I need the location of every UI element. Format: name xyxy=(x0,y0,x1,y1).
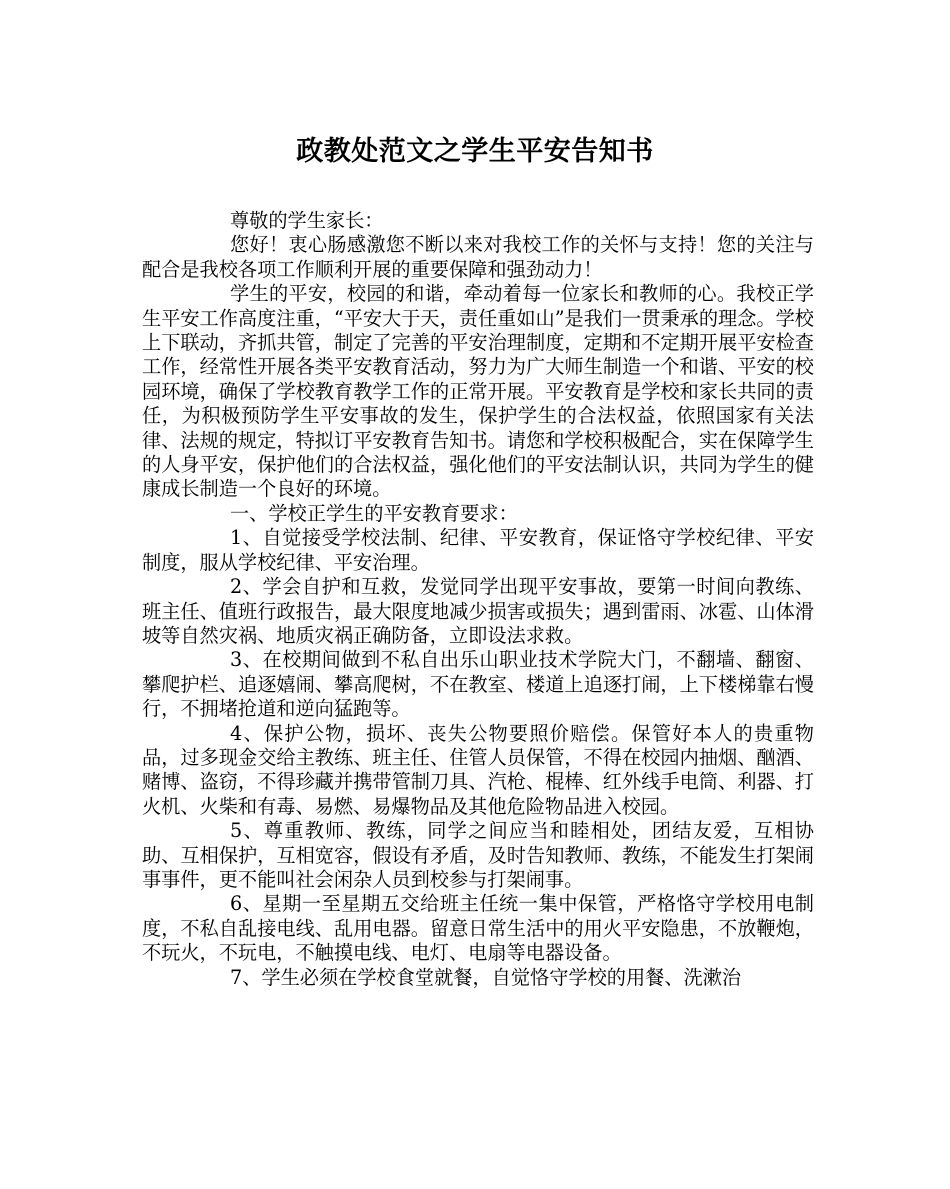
salutation-paragraph: 尊敬的学生家长： xyxy=(230,209,384,232)
document-body xyxy=(142,209,814,990)
section-heading: 一、学校正学生的平安教育要求： xyxy=(230,501,518,525)
greeting-paragraph: 您好！衷心肠感激您不断以来对我校工作的关怀与支持！您的关注与配合是我校各项工作顺利开展的重要保障和强劲动力！ xyxy=(142,233,814,281)
intro-paragraph: 学生的平安，校园的和谐，牵动着每一位家长和教师的心。我校正学生平安工作高度注重，“平安大于天，责任重如山”是我们一贯秉承的理念。学校上下联动，齐抓共管，制定了完善的平安治理制度，定期和不定期开展平安检查工作，经常性开展各类平安教育活动，努力为广大师生制造一个和谐、平安的校园环境，确保了学校教育教学工作的正常开展。平安教育是学校和家长共同的责任，为积极预防学生平安事故的发生，保护学生的合法权益，依照国家有关法律、法规的规定，特拟订平安教育告知书。请您和学校积极配合，实在保障学生的人身平安，保护他们的合法权益，强化他们的平安法制认识，共同为学生的健康成长制造一个良好的环境。 xyxy=(142,282,814,501)
rule-item-7: 7、学生必须在学校食堂就餐，自觉恪守学校的用餐、洗漱治 xyxy=(230,965,742,989)
rule-item-1: 1、自觉接受学校法制、纪律、平安教育，保证恪守学校纪律、平安制度，服从学校纪律、平安治理。 xyxy=(142,526,814,574)
rule-item-6: 6、星期一至星期五交给班主任统一集中保管，严格恪守学校用电制度，不私自乱接电线、乱用电器。留意日常生活中的用火平安隐患，不放鞭炮，不玩火，不玩电，不触摸电线、电灯、电扇等电器设备。 xyxy=(142,892,814,965)
rule-item-3: 3、在校期间做到不私自出乐山职业技术学院大门，不翻墙、翻窗、攀爬护栏、追逐嬉闹、攀高爬树，不在教室、楼道上追逐打闹，上下楼梯靠右慢行，不拥堵抢道和逆向猛跑等。 xyxy=(142,648,814,721)
rule-item-2: 2、学会自护和互救，发觉同学出现平安事故，要第一时间向教练、班主任、值班行政报告，最大限度地减少损害或损失；遇到雷雨、冰雹、山体滑坡等自然灾祸、地质灾祸正确防备，立即设法求救。 xyxy=(142,575,814,647)
rule-item-4: 4、保护公物，损坏、丧失公物要照价赔偿。保管好本人的贵重物品，过多现金交给主教练、班主任、住管人员保管，不得在校园内抽烟、酗酒、赌博、盗窃，不得珍藏并携带管制刀具、汽枪、棍棒、红外线手电筒、利器、打火机、火柴和有毒、易燃、易爆物品及其他危险物品进入校园。 xyxy=(142,721,814,818)
document-title: 政教处范文之学生平安告知书 xyxy=(296,136,654,167)
rule-item-5: 5、尊重教师、教练，同学之间应当和睦相处，团结友爱，互相协助、互相保护，互相宽容，假设有矛盾，及时告知教师、教练，不能发生打架闹事事件，更不能叫社会闲杂人员到校参与打架闹事。 xyxy=(142,819,814,891)
